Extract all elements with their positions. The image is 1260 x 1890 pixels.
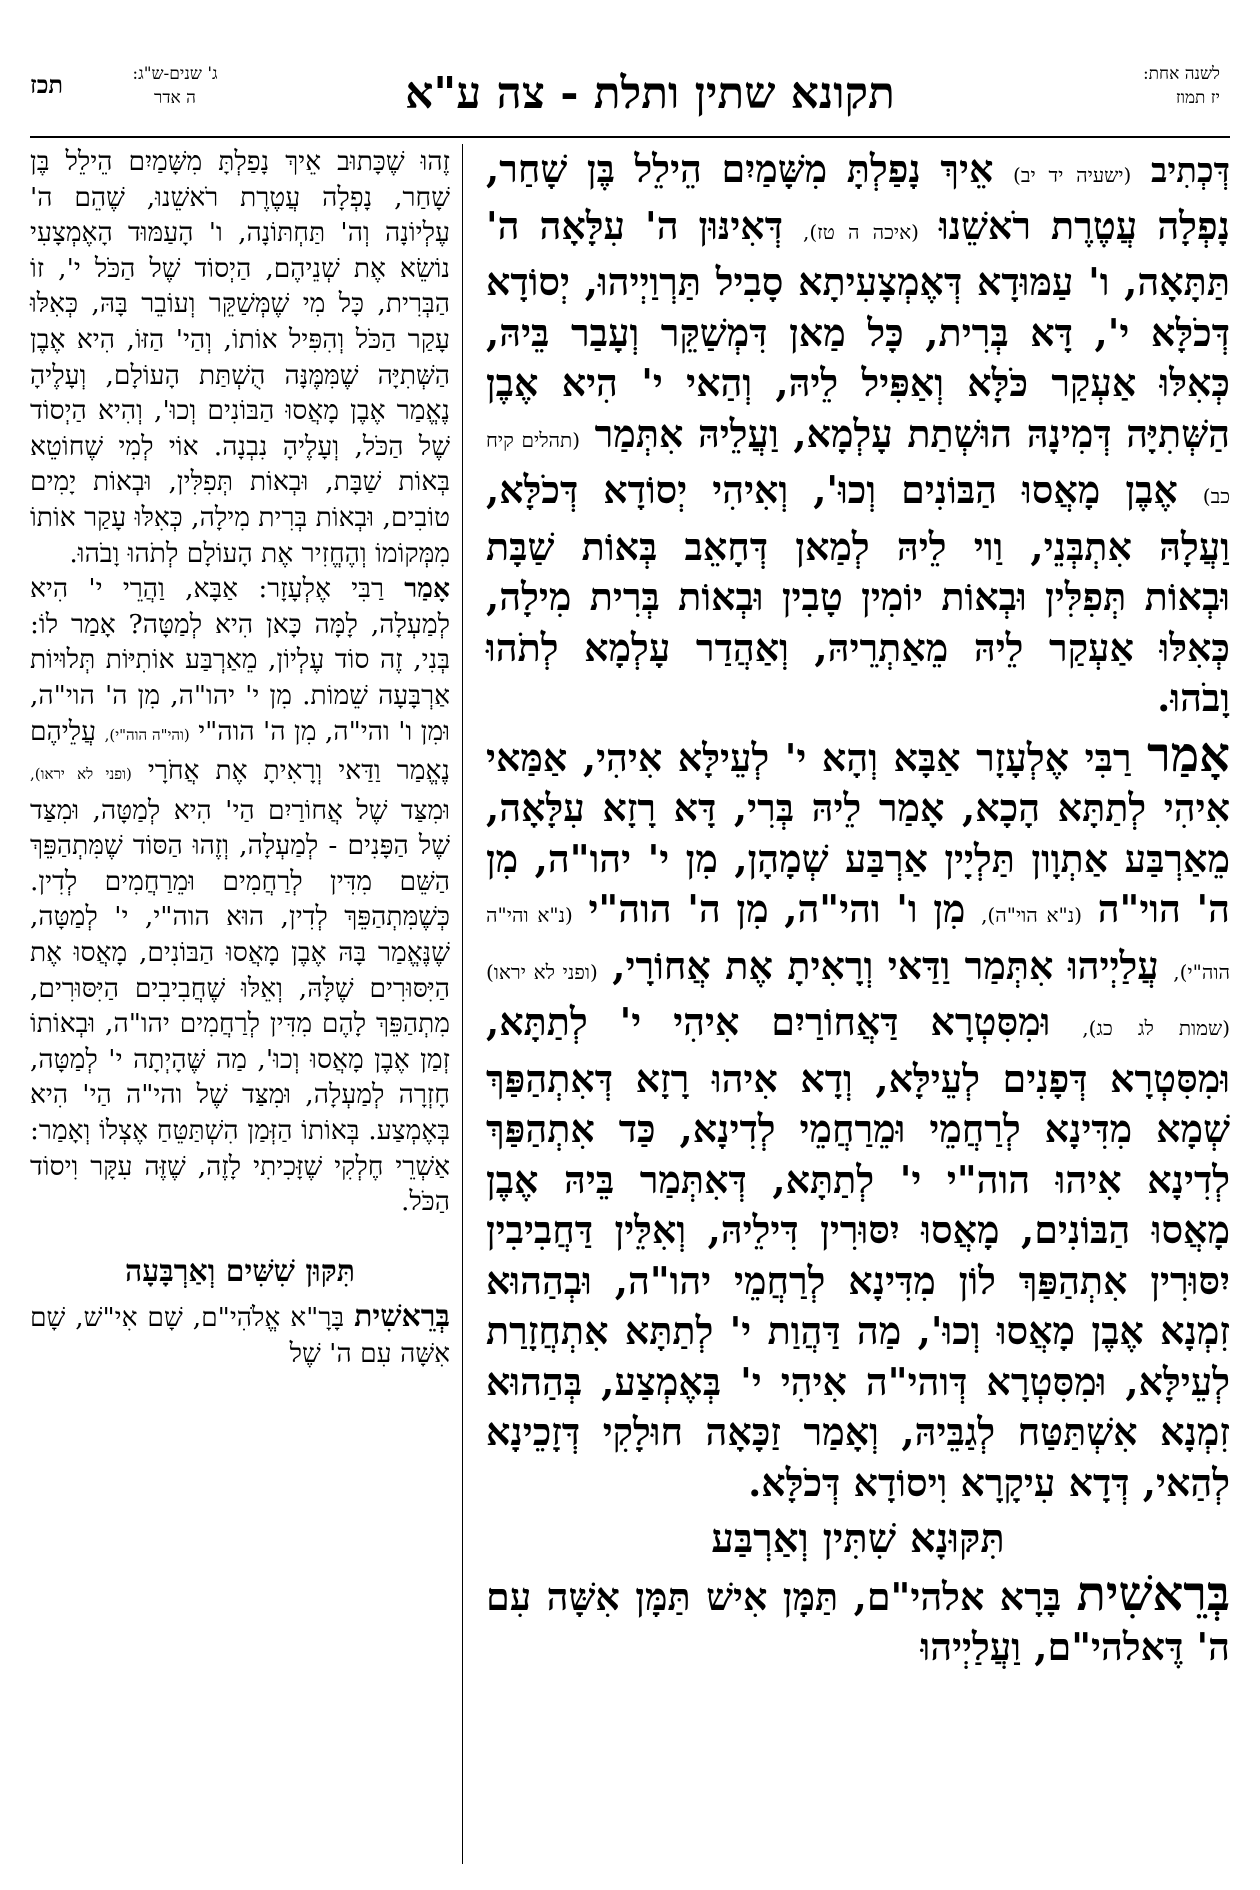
header-right-line2: יז תמוז bbox=[1175, 88, 1220, 108]
text-run: עֲלֵיהֶם נֶאֱמַר וַדַּאי וְרָאִיתָ אֶת אֲחֹרָי bbox=[30, 715, 450, 787]
paragraph-lead-word: אָמַר bbox=[1147, 726, 1230, 783]
source-citation: (ישעיה יד יב) bbox=[1013, 163, 1132, 187]
text-run: אֶבֶן מָאֲסוּ הַבּוֹנִים וְכוּ', וְאִיהִי יְסוֹדָא דְּכֹלָּא, וַעֲלָהּ אִתְבְּנֵי, וַוי לֵיהּ לְמַאן דְּחָאֵב בְּאוֹת שַׁבָּת וּבְאוֹת תְּפִלִּין וּבְאוֹת יוֹמִין טָבִין וּבְאוֹת בְּרִית מִילָה, כְּאִלּוּ אַעְקַר לֵיהּ מֵאַתְרֵיהּ, וְאַהֲדַר עָלְמָא לְתֹהוּ וָבֹהוּ. bbox=[486, 467, 1230, 720]
section-heading: תִּקּוּן שִׁשִּׁים וְאַרְבָּעָה bbox=[125, 1253, 355, 1289]
variant-note: (נ"א הוי"ה), bbox=[981, 903, 1083, 927]
variant-note: (ופני לא יראו), bbox=[30, 765, 132, 784]
header-right-line1: לשנה אחת: bbox=[1142, 64, 1220, 84]
paragraph-lead-word: אָמַר bbox=[404, 573, 450, 605]
main-paragraph-2 bbox=[486, 726, 1230, 1509]
paragraph-lead-word: דְּכְתִיב bbox=[1150, 151, 1230, 191]
translation-column bbox=[30, 144, 450, 1372]
source-citation: (תהלים קיח כב) bbox=[486, 427, 1230, 508]
translation-paragraph-3 bbox=[30, 1299, 450, 1371]
paragraph-lead-word: בְּרֵאשִׁית bbox=[354, 1299, 450, 1335]
text-run: דְּאִינּוּן ה' עִלָּאָה ה' תַּתָּאָה, ו' עַמּוּדָא דְּאֶמְצָעִיתָא סָבִיל תַּרְוַיְיהוּ, יְסוֹדָא דְּכֹלָּא י', דָּא בְּרִית, כָּל מַאן דִּמְשַׁקֵּר וְעָבַר בֵּיהּ, כְּאִלּוּ אַעְקַר כֹּלָּא וְאַפִּיל לֵיהּ, וְהַאי י' הִיא אֶבֶן הַשְּׁתִיָּה דְּמִינָהּ הוּשְׁתַת עָלְמָא, וַעֲלֵיהּ אִתְּמַר bbox=[486, 202, 1230, 456]
page bbox=[30, 18, 1230, 1873]
text-run: וּמִסִּטְרָא דַּאֲחוֹרַיִם אִיהִי י' לְתַתָּא, וּמִסִּטְרָא דְּפָנִים לְעֵילָּא, וְדָא אִיהוּ רָזָא דְּאִתְהַפַּךְ שְׁמָא מִדִּינָא לְרַחֲמֵי וּמֵרַחֲמֵי לְדִינָא, כַּד אִתְהַפַּךְ לְדִינָא אִיהוּ הוה"י י' לְתַתָּא, דְּאִתְּמַר בֵּיהּ אֶבֶן מָאֲסוּ הַבּוֹנִים, מָאֲסוּ יִסּוּרִין דִּילֵיהּ, וְאִלֵּין דַּחֲבִיבִין יִסּוּרִין אִתְהַפַּךְ לוֹן מִדִּינָא לְרַחֲמֵי יהו"ה, וּבְהַהוּא זִמְנָא אֶבֶן מָאֲסוּ וְכוּ', מַה דַּהֲוַת י' לְתַתָּא אִתְחֲזָרַת לְעֵילָּא, וּמִסִּטְרָא דְּוהי"ה אִיהִי י' בְּאֶמְצַע, בְּהַהוּא זִמְנָא אִשְׁתַּטַּח לְגַבֵּיהּ, וְאָמַר זַכָּאָה חוּלָקִי דְּזָכֵינָא לְהַאי, דְּדָא עִיקָרָא וִיסוֹדָא דְּכֹלָּא. bbox=[486, 999, 1230, 1505]
page-title: תקונא שתין ותלת - צה ע"א bbox=[405, 68, 895, 119]
variant-note: (והי"ה הוה"י), bbox=[104, 725, 190, 744]
page-header bbox=[30, 58, 1230, 138]
header-schedule-info bbox=[100, 62, 250, 110]
text-run: בָּרָ"א אֱלֹהִי"ם, שָׁם אִי"שׁ, שָׁם אִשָּׁה עִם ה' שֶׁל bbox=[30, 1302, 450, 1369]
section-heading: תִּקּוּנָא שִׁתִּין וְאַרְבַּע bbox=[711, 1515, 1005, 1562]
paragraph-lead-word: בְּרֵאשִׁית bbox=[1076, 1565, 1230, 1622]
header-daily-schedule bbox=[1143, 62, 1220, 110]
text-run: רַבִּי אֶלְעָזָר אַבָּא וְהָא י' לְעֵילָּא אִיהִי, אַמַּאי אִיהִי לְתַתָּא הָכָא, אָמַר לֵיהּ בְּרִי, דָּא רָזָא עִלָּאָה, מֵאַרְבַּע אַתְוָון תַּלְיָין אַרְבַּע שְׁמָהָן, מִן י' יהו"ה, מִן ה' הוי"ה bbox=[486, 734, 1230, 931]
text-run: מִן ו' והי"ה, מִן ה' הוה"י bbox=[588, 886, 966, 931]
column-divider bbox=[462, 144, 463, 1864]
translation-paragraph-1: זֶהוּ שֶׁכָּתוּב אֵיךְ נָפַלְתָּ מִשָּׁמַיִם הֵילֵל בֶּן שָׁחַר, נָפְלָה עֲטֶרֶת רֹאשֵׁנוּ, שֶׁהֵם ה' עֶלְיוֹנָה וְה' תַּחְתּוֹנָה, ו' הָעַמּוּד הָאֶמְצָעִי נוֹשֵׂא אֶת שְׁנֵיהֶם, הַיְסוֹד שֶׁל הַכֹּל י', זוֹ הַבְּרִית, כָּל מִי שֶׁמְּשַׁקֵּר וְעוֹבֵר בָּהּ, כְּאִלּוּ עָקַר הַכֹּל וְהִפִּיל אוֹתוֹ, וְהַי' הַזּוֹ, הִיא אֶבֶן הַשְּׁתִיָּה שֶׁמִּמֶּנָּה הֻשְׁתַּת הָעוֹלָם, וְעָלֶיהָ נֶאֱמַר אֶבֶן מָאֲסוּ הַבּוֹנִים וְכוּ', וְהִיא הַיְסוֹד שֶׁל הַכֹּל, וְעָלֶיהָ נִבְנָה. אוֹי לְמִי שֶׁחוֹטֵא בְּאוֹת שַׁבָּת, וּבְאוֹת תְּפִלִּין, וּבְאוֹת יָמִים טוֹבִים, וּבְאוֹת בְּרִית מִילָה, כְּאִלּוּ עָקַר אוֹתוֹ מִמְּקוֹמוֹ וְהֶחֱזִיר אֶת הָעוֹלָם לְתֹהוּ וָבֹהוּ. bbox=[30, 146, 450, 569]
translation-paragraph-2 bbox=[30, 571, 450, 1220]
source-citation: (ופני לא יראו) (שמות לג כג), bbox=[486, 959, 1230, 1040]
header-left-line2: ה אדר bbox=[154, 88, 196, 108]
source-citation: (איכה ה טז), bbox=[802, 219, 919, 244]
variant-note: (נ"א והי"ה הוה"י), bbox=[486, 903, 1230, 984]
header-left-line1: ג' שנים-ש"ג: bbox=[132, 64, 218, 84]
text-run: אֵיךְ נָפַלְתָּ מִשָּׁמַיִם הֵילֵל בֶּן שָׁחַר, נָפְלָה עֲטֶרֶת רֹאשֵׁנוּ bbox=[486, 146, 1230, 248]
main-paragraph-1 bbox=[486, 144, 1230, 724]
main-text-column bbox=[486, 144, 1230, 1673]
text-run: רַבִּי אֶלְעָזָר: אַבָּא, וַהֲרֵי י' הִיא לְמַעְלָה, לָמָּה כָּאן הִיא לְמַטָּה? אָמַר לוֹ: בְּנִי, זֶה סוֹד עֶלְיוֹן, מֵאַרְבַּע אוֹתִיּוֹת תְּלוּיוֹת אַרְבָּעָה שֵׁמוֹת. מִן י' יהו"ה, מִן ה' הוי"ה, וּמִן ו' והי"ה, מִן ה' הוה"י bbox=[30, 573, 450, 747]
page-number: תכז bbox=[30, 70, 64, 99]
main-paragraph-3 bbox=[486, 1565, 1230, 1673]
text-run: עֲלַיְיהוּ אִתְּמַר וַדַּאי וְרָאִיתָ אֶת אֲחוֹרָי, bbox=[612, 942, 1159, 988]
text-run: בָּרָא אלהי"ם, תַּמָּן אִישׁ תַּמָּן אִשָּׁה עִם ה' דֶּאלהי"ם, וַעֲלַיְיהוּ bbox=[486, 1573, 1230, 1669]
text-run: וּמִצַּד שֶׁל אֲחוֹרַיִם הַי' הִיא לְמַטָּה, וּמִצַּד שֶׁל הַפָּנִים - לְמַעְלָה, וְזֶהוּ הַסּוֹד שֶׁמִּתְהַפֵּךְ הַשֵּׁם מִדִּין לְרַחֲמִים וּמֵרַחֲמִים לְדִין. כְּשֶׁמִּתְהַפֵּךְ לְדִין, הוּא הוה"י, י' לְמַטָּה, שֶׁנֶּאֱמַר בָּהּ אֶבֶן מָאֲסוּ הַבּוֹנִים, מָאֲסוּ אֶת הַיִּסּוּרִים שֶׁלָּהּ, וְאֵלּוּ שֶׁחֲבִיבִים הַיִּסּוּרִים, מִתְהַפֵּךְ לָהֶם מִדִּין לְרַחֲמִים יהו"ה, וּבְאוֹתוֹ זְמַן אֶבֶן מָאֲסוּ וְכוּ', מַה שֶּׁהָיְתָה י' לְמַטָּה, חָזְרָה לְמַעְלָה, וּמִצַּד שֶׁל והי"ה הַי' הִיא בְּאֶמְצַע. בְּאוֹתוֹ הַזְּמַן הִשְׁתַּטֵּחַ אֶצְלוֹ וְאָמַר: אַשְׁרֵי חֶלְקִי שֶׁזָּכִיתִי לָזֶה, שֶׁזֶּה עִקָּר וִיסוֹד הַכֹּל. bbox=[30, 794, 450, 1218]
header-divider bbox=[30, 136, 1230, 138]
